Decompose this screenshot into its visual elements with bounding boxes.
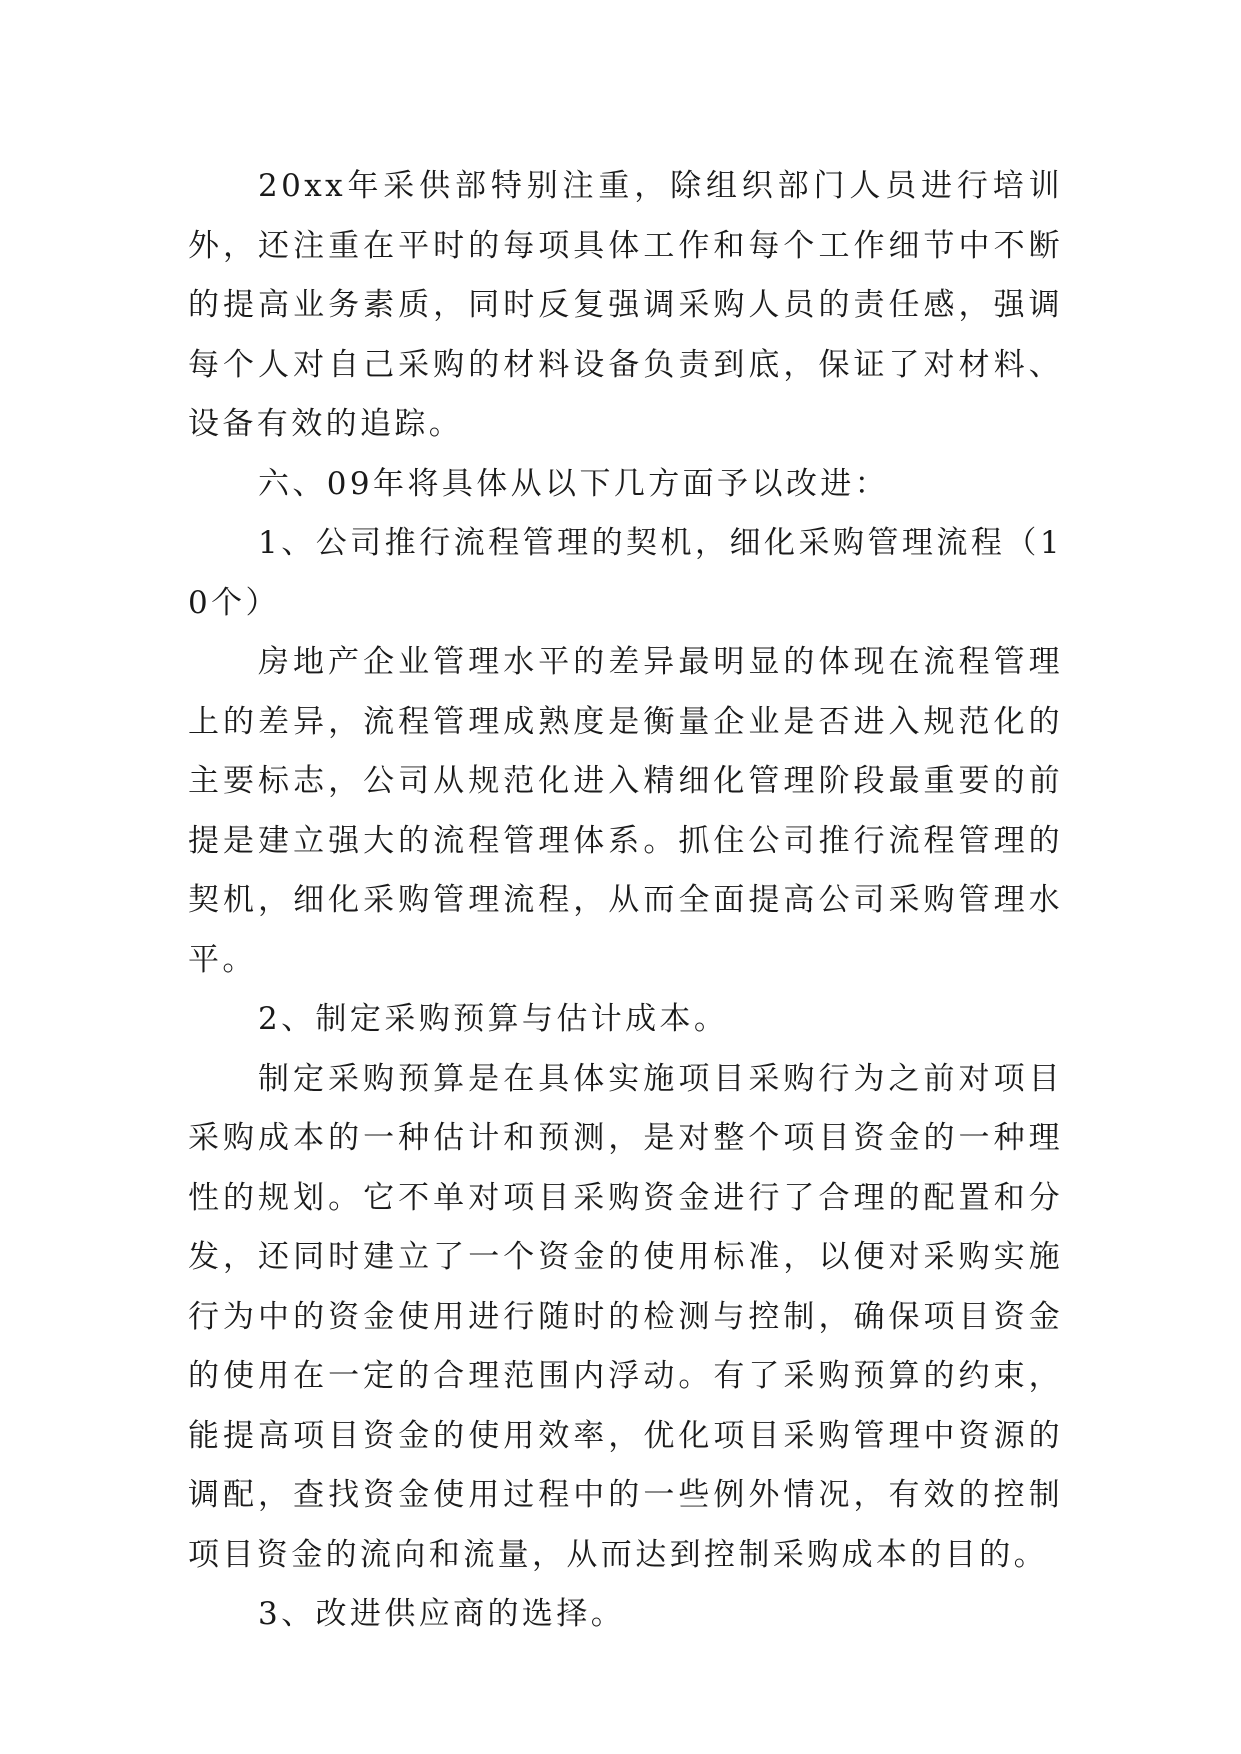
paragraph-item-2-heading: 2、制定采购预算与估计成本。 [258, 1001, 729, 1037]
document-body [188, 157, 1063, 1645]
paragraph-procurement-budget: 制定采购预算是在具体实施项目采购行为之前对项目采购成本的一种估计和预测，是对整个项目资金的一种理性的规划。它不单对项目采购资金进行了合理的配置和分发，还同时建立了一个资金的使用标准，以便对采购实施行为中的资金使用进行随时的检测与控制，确保项目资金的使用在一定的合理范围内浮动。有了采购预算的约束，能提高项目资金的使用效率，优化项目采购管理中资源的调配，查找资金使用过程中的一些例外情况，有效的控制项目资金的流向和流量，从而达到控制采购成本的目的。 [188, 1060, 1063, 1573]
paragraph-item-3-heading: 3、改进供应商的选择。 [258, 1596, 626, 1632]
paragraph-process-management: 房地产企业管理水平的差异最明显的体现在流程管理上的差异，流程管理成熟度是衡量企业是否进入规范化的主要标志，公司从规范化进入精细化管理阶段最重要的前提是建立强大的流程管理体系。抓住公司推行流程管理的契机，细化采购管理流程，从而全面提高公司采购管理水平。 [188, 644, 1063, 978]
paragraph-item-1-heading: 1、公司推行流程管理的契机，细化采购管理流程（10个） [188, 525, 1063, 621]
paragraph-section-six-heading: 六、09年将具体从以下几方面予以改进： [258, 465, 890, 502]
paragraph-training-focus: 20xx年采供部特别注重，除组织部门人员进行培训外，还注重在平时的每项具体工作和每个工作细节中不断的提高业务素质，同时反复强调采购人员的责任感，强调每个人对自己采购的材料设备负责到底，保证了对材料、设备有效的追踪。 [188, 168, 1063, 442]
